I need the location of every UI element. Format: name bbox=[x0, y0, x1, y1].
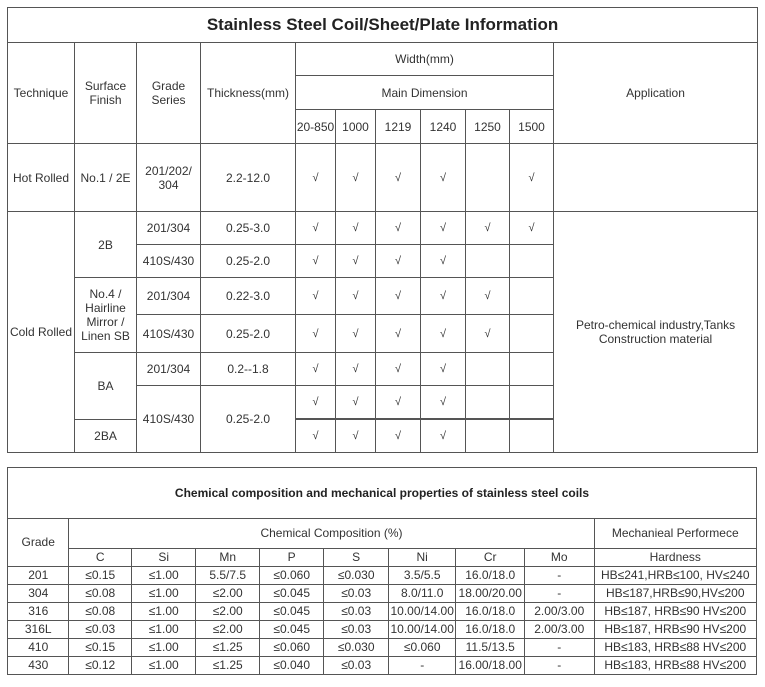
check-mark: √ bbox=[336, 144, 376, 212]
check-mark: √ bbox=[510, 144, 554, 212]
check-mark: √ bbox=[336, 353, 376, 386]
check-mark: √ bbox=[296, 245, 336, 278]
finish-no1-2e: No.1 / 2E bbox=[75, 144, 137, 212]
check-mark: √ bbox=[296, 420, 336, 453]
cell-cr: 16.00/18.00 bbox=[456, 657, 525, 675]
check-mark: √ bbox=[421, 212, 466, 245]
cell-cr: 16.0/18.0 bbox=[456, 567, 525, 585]
technique-header: Technique bbox=[8, 43, 75, 144]
check-mark: √ bbox=[296, 212, 336, 245]
cell-mo: 2.00/3.00 bbox=[524, 603, 594, 621]
technique-cold-rolled: Cold Rolled bbox=[8, 212, 75, 453]
thickness-cell: 0.2--1.8 bbox=[201, 353, 296, 386]
width-col-header: 1240 bbox=[421, 110, 466, 144]
cell-hardness: HB≤187,HRB≤90,HV≤200 bbox=[594, 585, 756, 603]
empty-cell bbox=[510, 353, 554, 386]
width-col-header: 20-850 bbox=[296, 110, 336, 144]
technique-hot-rolled: Hot Rolled bbox=[8, 144, 75, 212]
cell-hardness: HB≤241,HRB≤100, HV≤240 bbox=[594, 567, 756, 585]
check-mark: √ bbox=[376, 386, 421, 419]
col-header-si: Si bbox=[131, 549, 196, 567]
empty-cell bbox=[510, 386, 554, 419]
check-mark: √ bbox=[296, 315, 336, 353]
col-header-ni: Ni bbox=[388, 549, 456, 567]
check-mark: √ bbox=[421, 386, 466, 419]
check-mark: √ bbox=[421, 144, 466, 212]
cell-c: ≤0.08 bbox=[69, 603, 131, 621]
table-row bbox=[8, 567, 757, 585]
cell-cr: 18.00/20.00 bbox=[456, 585, 525, 603]
cell-si: ≤1.00 bbox=[131, 621, 196, 639]
table-row bbox=[8, 585, 757, 603]
cell-mn: ≤2.00 bbox=[196, 603, 259, 621]
cell-ni: 3.5/5.5 bbox=[388, 567, 456, 585]
thickness-cell: 2.2-12.0 bbox=[201, 144, 296, 212]
empty-cell bbox=[466, 386, 510, 419]
check-mark: √ bbox=[466, 212, 510, 245]
check-mark: √ bbox=[466, 278, 510, 315]
hardness-header: Hardness bbox=[594, 549, 756, 567]
cell-grade: 201 bbox=[8, 567, 69, 585]
cell-mo: 2.00/3.00 bbox=[524, 621, 594, 639]
cell-hardness: HB≤187, HRB≤90 HV≤200 bbox=[594, 603, 756, 621]
cell-mn: ≤1.25 bbox=[196, 657, 259, 675]
col-header-mn: Mn bbox=[196, 549, 259, 567]
width-col-header: 1000 bbox=[336, 110, 376, 144]
finish-2ba: 2BA bbox=[75, 420, 137, 453]
cell-mo: - bbox=[524, 657, 594, 675]
cell-mn: ≤2.00 bbox=[196, 585, 259, 603]
cell-si: ≤1.00 bbox=[131, 567, 196, 585]
cell-p: ≤0.060 bbox=[259, 639, 324, 657]
table-row bbox=[8, 603, 757, 621]
empty-cell bbox=[510, 420, 554, 453]
coil-info-table bbox=[7, 7, 758, 453]
empty-cell bbox=[466, 144, 510, 212]
thickness-cell: 0.25-2.0 bbox=[201, 245, 296, 278]
cell-grade: 410 bbox=[8, 639, 69, 657]
check-mark: √ bbox=[296, 386, 336, 419]
cell-p: ≤0.045 bbox=[259, 585, 324, 603]
cell-si: ≤1.00 bbox=[131, 639, 196, 657]
table-row bbox=[8, 639, 757, 657]
finish-2b: 2B bbox=[75, 212, 137, 278]
finish-ba: BA bbox=[75, 353, 137, 420]
cell-c: ≤0.15 bbox=[69, 567, 131, 585]
grade-cell: 201/202/ 304 bbox=[137, 144, 201, 212]
check-mark: √ bbox=[336, 386, 376, 419]
table-row bbox=[8, 621, 757, 639]
chemical-composition-table bbox=[7, 467, 757, 675]
cell-c: ≤0.08 bbox=[69, 585, 131, 603]
table2-title: Chemical composition and mechanical properties of stainless steel coils bbox=[8, 468, 757, 519]
check-mark: √ bbox=[296, 144, 336, 212]
check-mark: √ bbox=[376, 245, 421, 278]
cell-ni: 10.00/14.00 bbox=[388, 603, 456, 621]
cell-hardness: HB≤183, HRB≤88 HV≤200 bbox=[594, 639, 756, 657]
cell-mn: 5.5/7.5 bbox=[196, 567, 259, 585]
grade-series-header: Grade Series bbox=[137, 43, 201, 144]
cell-ni: 10.00/14.00 bbox=[388, 621, 456, 639]
cell-si: ≤1.00 bbox=[131, 585, 196, 603]
grade-cell: 201/304 bbox=[137, 353, 201, 386]
check-mark: √ bbox=[336, 245, 376, 278]
cell-s: ≤0.03 bbox=[324, 621, 389, 639]
empty-cell bbox=[466, 420, 510, 453]
col-header-c: C bbox=[69, 549, 131, 567]
col-header-s: S bbox=[324, 549, 389, 567]
surface-finish-header: Surface Finish bbox=[75, 43, 137, 144]
check-mark: √ bbox=[296, 278, 336, 315]
main-dimension-header: Main Dimension bbox=[296, 76, 554, 110]
cell-hardness: HB≤183, HRB≤88 HV≤200 bbox=[594, 657, 756, 675]
thickness-cell: 0.25-3.0 bbox=[201, 212, 296, 245]
cell-mn: ≤1.25 bbox=[196, 639, 259, 657]
grade-cell: 201/304 bbox=[137, 212, 201, 245]
cell-cr: 16.0/18.0 bbox=[456, 603, 525, 621]
chemical-composition-header: Chemical Composition (%) bbox=[69, 519, 594, 549]
check-mark: √ bbox=[336, 212, 376, 245]
cell-ni: - bbox=[388, 657, 456, 675]
grade-cell: 410S/430 bbox=[137, 315, 201, 353]
empty-cell bbox=[510, 278, 554, 315]
check-mark: √ bbox=[376, 212, 421, 245]
cell-si: ≤1.00 bbox=[131, 603, 196, 621]
cell-grade: 316L bbox=[8, 621, 69, 639]
empty-cell bbox=[510, 245, 554, 278]
grade-cell: 410S/430 bbox=[137, 245, 201, 278]
col-header-mo: Mo bbox=[524, 549, 594, 567]
application-cell bbox=[554, 144, 758, 212]
grade-cell: 201/304 bbox=[137, 278, 201, 315]
check-mark: √ bbox=[296, 353, 336, 386]
cell-c: ≤0.15 bbox=[69, 639, 131, 657]
check-mark: √ bbox=[510, 212, 554, 245]
cell-p: ≤0.045 bbox=[259, 621, 324, 639]
check-mark: √ bbox=[376, 315, 421, 353]
check-mark: √ bbox=[466, 315, 510, 353]
width-col-header: 1500 bbox=[510, 110, 554, 144]
cell-mo: - bbox=[524, 567, 594, 585]
empty-cell bbox=[510, 315, 554, 353]
thickness-header: Thickness(mm) bbox=[201, 43, 296, 144]
mechanical-performance-header: Mechanieal Performece bbox=[594, 519, 756, 549]
col-header-p: P bbox=[259, 549, 324, 567]
thickness-cell: 0.22-3.0 bbox=[201, 278, 296, 315]
finish-no4-hairline: No.4 / Hairline Mirror / Linen SB bbox=[75, 278, 137, 353]
cell-si: ≤1.00 bbox=[131, 657, 196, 675]
cell-ni: 8.0/11.0 bbox=[388, 585, 456, 603]
cell-s: ≤0.03 bbox=[324, 603, 389, 621]
empty-cell bbox=[466, 245, 510, 278]
width-col-header: 1219 bbox=[376, 110, 421, 144]
application-header: Application bbox=[554, 43, 758, 144]
check-mark: √ bbox=[336, 315, 376, 353]
cell-grade: 430 bbox=[8, 657, 69, 675]
check-mark: √ bbox=[421, 420, 466, 453]
check-mark: √ bbox=[336, 420, 376, 453]
check-mark: √ bbox=[421, 278, 466, 315]
cell-hardness: HB≤187, HRB≤90 HV≤200 bbox=[594, 621, 756, 639]
grade-header: Grade bbox=[8, 519, 69, 567]
table1-title: Stainless Steel Coil/Sheet/Plate Information bbox=[8, 8, 758, 43]
cell-ni: ≤0.060 bbox=[388, 639, 456, 657]
cell-s: ≤0.030 bbox=[324, 567, 389, 585]
width-col-header: 1250 bbox=[466, 110, 510, 144]
cell-mn: ≤2.00 bbox=[196, 621, 259, 639]
cell-p: ≤0.045 bbox=[259, 603, 324, 621]
cell-s: ≤0.03 bbox=[324, 657, 389, 675]
cell-mo: - bbox=[524, 585, 594, 603]
check-mark: √ bbox=[376, 420, 421, 453]
cell-grade: 304 bbox=[8, 585, 69, 603]
thickness-cell: 0.25-2.0 bbox=[201, 315, 296, 353]
check-mark: √ bbox=[336, 278, 376, 315]
table-row bbox=[8, 657, 757, 675]
check-mark: √ bbox=[421, 353, 466, 386]
col-header-cr: Cr bbox=[456, 549, 525, 567]
check-mark: √ bbox=[421, 315, 466, 353]
application-text: Petro-chemical industry,Tanks Construction material bbox=[554, 212, 758, 453]
check-mark: √ bbox=[376, 144, 421, 212]
check-mark: √ bbox=[421, 245, 466, 278]
cell-s: ≤0.030 bbox=[324, 639, 389, 657]
width-header: Width(mm) bbox=[296, 43, 554, 76]
cell-cr: 16.0/18.0 bbox=[456, 621, 525, 639]
cell-cr: 11.5/13.5 bbox=[456, 639, 525, 657]
cell-s: ≤0.03 bbox=[324, 585, 389, 603]
cell-p: ≤0.040 bbox=[259, 657, 324, 675]
empty-cell bbox=[466, 353, 510, 386]
cell-c: ≤0.12 bbox=[69, 657, 131, 675]
cell-p: ≤0.060 bbox=[259, 567, 324, 585]
grade-cell: 410S/430 bbox=[137, 386, 201, 453]
check-mark: √ bbox=[376, 353, 421, 386]
cell-grade: 316 bbox=[8, 603, 69, 621]
check-mark: √ bbox=[376, 278, 421, 315]
cell-mo: - bbox=[524, 639, 594, 657]
cell-c: ≤0.03 bbox=[69, 621, 131, 639]
thickness-cell: 0.25-2.0 bbox=[201, 386, 296, 453]
